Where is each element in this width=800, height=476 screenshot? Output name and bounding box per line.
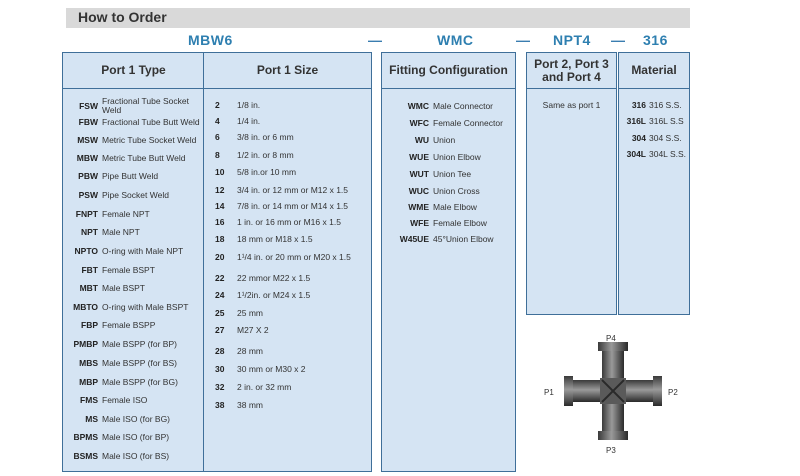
size-row-desc: 18 mm or M18 x 1.5	[237, 234, 313, 244]
size-row-desc: 7/8 in. or 14 mm or M14 x 1.5	[237, 201, 349, 211]
size-row-item	[215, 201, 348, 211]
type-row-code: MBTO	[73, 302, 98, 312]
type-row-code: BSMS	[73, 451, 98, 461]
type-row-item	[67, 339, 177, 349]
type-row-item	[67, 135, 196, 145]
fit-row-desc: Union Cross	[433, 186, 480, 196]
type-row-code: NPTO	[74, 246, 98, 256]
fit-row-desc: 45°Union Elbow	[433, 234, 494, 244]
type-row-desc: Female BSPP	[102, 320, 156, 330]
fit-row-code: WUE	[409, 152, 429, 162]
size-row-code: 20	[215, 252, 225, 262]
type-row-code: FBW	[78, 117, 98, 127]
fit-row-item	[386, 135, 455, 145]
size-row-desc: 30 mm or M30 x 2	[237, 364, 306, 374]
size-row-code: 10	[215, 167, 225, 177]
type-row-desc: Female BSPT	[102, 265, 155, 275]
type-row-desc: Metric Tube Butt Weld	[102, 153, 186, 163]
size-row-item	[215, 400, 263, 410]
type-row-item	[67, 209, 150, 219]
fit-row-code: WMC	[407, 101, 429, 111]
type-row-code: FMS	[80, 395, 98, 405]
type-row-item	[67, 171, 158, 181]
order-code-row	[0, 32, 800, 52]
size-row-item	[215, 234, 313, 244]
type-row-item	[67, 117, 200, 127]
type-row-item	[67, 153, 185, 163]
size-row-item	[215, 217, 341, 227]
mat-row-code: 316	[631, 100, 646, 110]
fitting-panel	[381, 52, 516, 472]
type-row-desc: Male BSPP (for BS)	[102, 358, 177, 368]
type-row-item	[67, 227, 140, 237]
fit-row-item	[386, 218, 487, 228]
type-row-item	[67, 451, 169, 461]
fit-row-code: W45UE	[399, 234, 429, 244]
size-row-item	[215, 116, 260, 126]
mat-row-code: 316L	[626, 116, 646, 126]
order-code-separator-3: —	[611, 32, 625, 48]
mat-row-desc: 316 S.S.	[649, 100, 682, 110]
size-row-desc: 3/4 in. or 12 mm or M12 x 1.5	[237, 185, 349, 195]
order-code-separator-1: —	[368, 32, 382, 48]
port234-panel-header	[527, 53, 616, 89]
type-row-desc: Fractional Tube Butt Weld	[102, 117, 200, 127]
size-row-item	[215, 252, 351, 262]
fit-row-item	[386, 118, 503, 128]
type-row-item	[67, 377, 178, 387]
fit-row-code: WU	[414, 135, 429, 145]
size-row-desc: M27 X 2	[237, 325, 269, 335]
type-row-desc: Male ISO (for BG)	[102, 414, 171, 424]
section-title: How to Order	[78, 9, 167, 25]
size-row-item	[215, 308, 263, 318]
material-panel	[618, 52, 690, 315]
type-row-desc: O-ring with Male BSPT	[102, 302, 189, 312]
type-row-desc: Metric Tube Socket Weld	[102, 135, 197, 145]
size-row-item	[215, 325, 269, 335]
fit-row-item	[386, 152, 481, 162]
size-row-code: 4	[215, 116, 220, 126]
type-row-code: FBP	[81, 320, 98, 330]
type-row-code: FNPT	[75, 209, 98, 219]
order-code-separator-2: —	[516, 32, 530, 48]
port234-note: Same as port 1	[542, 100, 601, 110]
port-label-p3: P3	[606, 446, 616, 455]
type-row-code: MBW	[76, 153, 98, 163]
type-row-code: PMBP	[73, 339, 98, 349]
type-row-code: PSW	[78, 190, 98, 200]
type-row-code: FSW	[79, 101, 98, 111]
type-row-code: BPMS	[73, 432, 98, 442]
mat-row-desc: 304L S.S.	[649, 149, 687, 159]
mat-row-desc: 304 S.S.	[649, 133, 682, 143]
mat-row-item	[619, 133, 682, 143]
type-row-code: FBT	[81, 265, 98, 275]
type-row-desc: Male NPT	[102, 227, 140, 237]
size-row-desc: 5/8 in.or 10 mm	[237, 167, 297, 177]
size-row-desc: 1/8 in.	[237, 100, 261, 110]
size-row-item	[215, 167, 296, 177]
type-row-desc: O-ring with Male NPT	[102, 246, 184, 256]
fitting-panel-header	[382, 53, 515, 89]
size-row-code: 28	[215, 346, 225, 356]
material-heading: Material	[631, 63, 677, 77]
type-row-desc: Male BSPP (for BG)	[102, 377, 178, 387]
type-row-item	[67, 265, 155, 275]
fit-row-desc: Female Elbow	[433, 218, 487, 228]
port-label-p1: P1	[544, 388, 554, 397]
port1-size-header	[204, 53, 371, 89]
type-row-item	[67, 395, 147, 405]
size-row-desc: 1 in. or 16 mm or M16 x 1.5	[237, 217, 341, 227]
size-row-code: 8	[215, 150, 220, 160]
size-row-item	[215, 273, 310, 283]
type-row-item	[67, 246, 183, 256]
fitting-config-heading: Fitting Configuration	[389, 63, 508, 77]
fit-row-code: WFE	[410, 218, 429, 228]
size-row-code: 12	[215, 185, 225, 195]
column-divider	[203, 53, 204, 471]
size-row-desc: 38 mm	[237, 400, 263, 410]
mat-row-code: 304	[631, 133, 646, 143]
type-row-code: NPT	[81, 227, 98, 237]
type-row-code: MS	[85, 414, 98, 424]
fit-row-item	[386, 186, 480, 196]
type-row-desc: Pipe Butt Weld	[102, 171, 159, 181]
size-row-code: 24	[215, 290, 225, 300]
type-row-code: MBS	[79, 358, 98, 368]
type-row-desc: Male BSPT	[102, 283, 145, 293]
type-row-item	[67, 320, 155, 330]
type-row-desc: Fractional Tube Socket Weld	[102, 96, 189, 115]
mat-row-item	[619, 116, 684, 126]
size-row-code: 38	[215, 400, 225, 410]
type-row-desc: Male ISO (for BP)	[102, 432, 170, 442]
type-row-item	[67, 283, 145, 293]
port-label-p4: P4	[606, 334, 616, 343]
port1-panel	[62, 52, 372, 472]
fit-row-desc: Female Connector	[433, 118, 503, 128]
port1-type-heading: Port 1 Type	[101, 63, 166, 77]
type-row-desc: Female NPT	[102, 209, 150, 219]
size-row-code: 27	[215, 325, 225, 335]
fit-row-code: WFC	[409, 118, 429, 128]
order-code-part-3: NPT4	[553, 32, 591, 48]
fit-row-desc: Union	[433, 135, 456, 145]
size-row-code: 14	[215, 201, 225, 211]
size-row-desc: 1/4 in.	[237, 116, 261, 126]
size-row-desc: 22 mmor M22 x 1.5	[237, 273, 311, 283]
size-row-item	[215, 364, 306, 374]
type-row-code: PBW	[78, 171, 98, 181]
size-row-desc: 1¹/4 in. or 20 mm or M20 x 1.5	[237, 252, 351, 262]
mat-row-code: 304L	[626, 149, 646, 159]
size-row-desc: 28 mm	[237, 346, 263, 356]
size-row-item	[215, 132, 294, 142]
fit-row-desc: Union Tee	[433, 169, 472, 179]
mat-row-item	[619, 149, 686, 159]
type-row-desc: Male ISO (for BS)	[102, 451, 170, 461]
size-row-item	[215, 185, 348, 195]
size-row-item	[215, 382, 291, 392]
order-code-part-2: WMC	[437, 32, 474, 48]
section-title-bar	[66, 8, 690, 28]
fit-row-item	[386, 234, 494, 244]
type-row-item	[67, 358, 177, 368]
size-row-code: 6	[215, 132, 220, 142]
size-row-desc: 3/8 in. or 6 mm	[237, 132, 294, 142]
size-row-desc: 1¹/2in. or M24 x 1.5	[237, 290, 311, 300]
mat-row-item	[619, 100, 682, 110]
size-row-item	[215, 150, 294, 160]
size-row-code: 25	[215, 308, 225, 318]
fit-row-item	[386, 101, 493, 111]
type-row-code: MBP	[79, 377, 98, 387]
fit-row-desc: Union Elbow	[433, 152, 481, 162]
size-row-item	[215, 100, 260, 110]
type-row-item	[67, 190, 169, 200]
size-row-code: 16	[215, 217, 225, 227]
fit-row-code: WUT	[409, 169, 429, 179]
port1-panel-header	[63, 53, 204, 89]
type-row-code: MSW	[77, 135, 98, 145]
size-row-code: 32	[215, 382, 225, 392]
port234-panel	[526, 52, 617, 315]
size-row-code: 22	[215, 273, 225, 283]
type-row-item	[67, 414, 170, 424]
fit-row-code: WME	[408, 202, 429, 212]
size-row-desc: 1/2 in. or 8 mm	[237, 150, 294, 160]
port1-size-heading: Port 1 Size	[256, 63, 319, 77]
size-row-code: 2	[215, 100, 220, 110]
size-row-desc: 2 in. or 32 mm	[237, 382, 292, 392]
fit-row-item	[386, 169, 471, 179]
size-row-item	[215, 290, 310, 300]
type-row-item	[67, 302, 188, 312]
type-row-desc: Male BSPP (for BP)	[102, 339, 177, 349]
material-panel-header	[619, 53, 689, 89]
order-code-part-1: MBW6	[188, 32, 233, 48]
type-row-item	[67, 432, 169, 442]
mat-row-desc: 316L S.S	[649, 116, 684, 126]
type-row-code: MBT	[79, 283, 98, 293]
fit-row-item	[386, 202, 477, 212]
fit-row-desc: Male Elbow	[433, 202, 477, 212]
size-row-item	[215, 346, 263, 356]
type-row-desc: Pipe Socket Weld	[102, 190, 169, 200]
type-row-item	[67, 97, 202, 115]
size-row-code: 30	[215, 364, 225, 374]
order-code-part-4: 316	[643, 32, 668, 48]
size-row-code: 18	[215, 234, 225, 244]
union-cross-diagram	[540, 326, 690, 471]
fit-row-code: WUC	[408, 186, 429, 196]
type-row-desc: Female ISO	[102, 395, 148, 405]
fit-row-desc: Male Connector	[433, 101, 494, 111]
port-label-p2: P2	[668, 388, 678, 397]
port234-heading: Port 2, Port 3 and Port 4	[534, 56, 609, 84]
size-row-desc: 25 mm	[237, 308, 263, 318]
